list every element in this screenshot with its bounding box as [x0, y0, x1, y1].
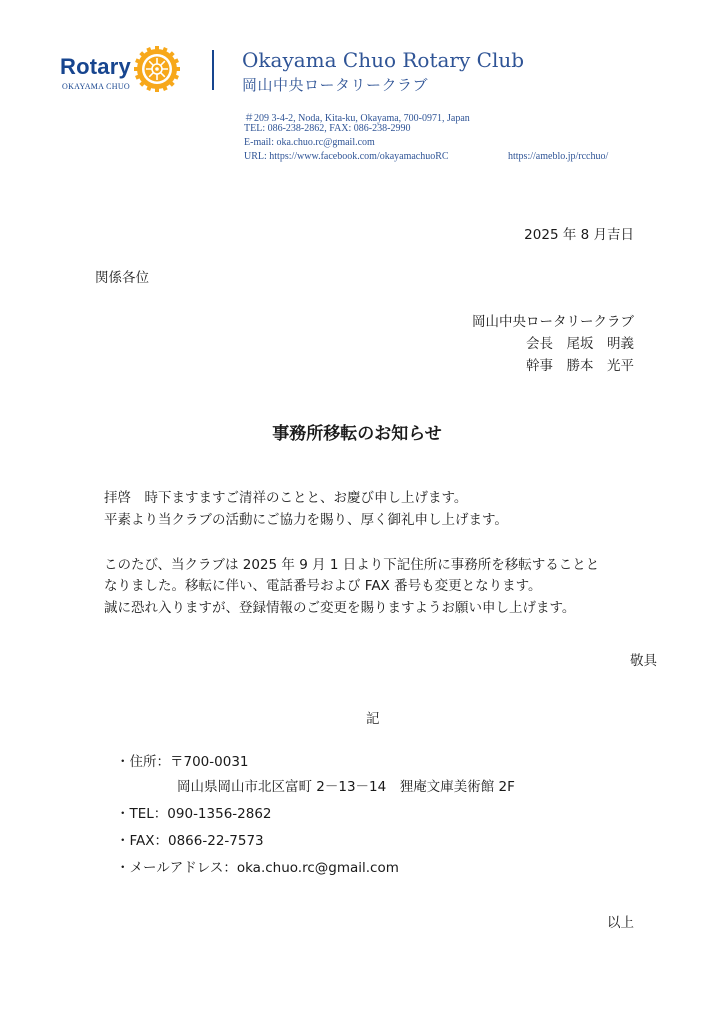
greeting-line-2: 平素より当クラブの活動にご協力を賜り、厚く御礼申し上げます。: [104, 512, 508, 528]
new-fax: ・FAX：0866-22-7573: [116, 833, 264, 849]
ki-heading: 記: [366, 711, 380, 727]
rotary-wheel-icon: [133, 45, 181, 93]
club-url-blog: https://ameblo.jp/rcchuo/: [508, 151, 609, 162]
club-url-facebook: URL: https://www.facebook.com/okayamachuoRC: [244, 151, 449, 162]
greeting-line-1: 拝啓 時下ますますご清祥のことと、お慶び申し上げます。: [104, 490, 468, 506]
letterhead-divider: [212, 50, 214, 90]
new-address-detail: 岡山県岡山市北区富町 2－13－14 狸庵文庫美術館 2F: [177, 779, 515, 795]
club-name-english: Okayama Chuo Rotary Club: [242, 48, 525, 72]
new-address-label: ・住所：〒700-0031: [116, 754, 249, 770]
letter-date: 2025 年 8 月吉日: [524, 227, 634, 243]
body-line-3: 誠に恐れ入りますが、登録情報のご変更を賜りますようお願い申し上げます。: [104, 600, 576, 616]
club-address: ＃209 3-4-2, Noda, Kita-ku, Okayama, 700-0971, Japan: [244, 113, 470, 124]
sender-secretary: 幹事 勝本 光平: [526, 358, 634, 374]
club-email: E-mail: oka.chuo.rc@gmail.com: [244, 137, 375, 148]
new-tel: ・TEL：090-1356-2862: [116, 806, 272, 822]
rotary-logo-subtitle: OKAYAMA CHUO: [62, 82, 130, 91]
sender-president: 会長 尾坂 明義: [526, 336, 634, 352]
club-tel-fax: TEL: 086-238-2862, FAX: 086-238-2990: [244, 123, 411, 134]
body-line-2: なりました。移転に伴い、電話番号および FAX 番号も変更となります。: [104, 578, 542, 594]
addressee: 関係各位: [95, 270, 149, 286]
closing-ijou: 以上: [607, 915, 634, 931]
body-line-1: このたび、当クラブは 2025 年 9 月 1 日より下記住所に事務所を移転することと: [104, 557, 600, 573]
new-email: ・メールアドレス：oka.chuo.rc@gmail.com: [116, 860, 399, 876]
club-name-japanese: 岡山中央ロータリークラブ: [242, 76, 429, 94]
rotary-logo-wordmark: Rotary: [60, 54, 131, 79]
sender-organization: 岡山中央ロータリークラブ: [472, 314, 634, 330]
letter-title: 事務所移転のお知らせ: [272, 424, 442, 444]
closing-keigu: 敬具: [630, 653, 657, 669]
